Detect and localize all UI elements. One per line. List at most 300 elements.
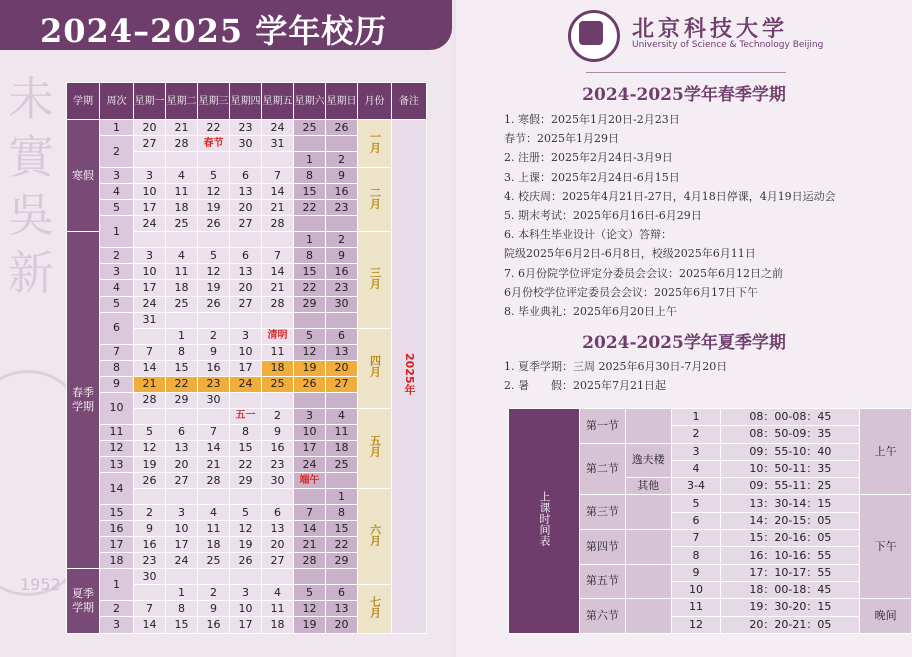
date-cell: 14 bbox=[134, 360, 166, 376]
date-cell bbox=[198, 489, 230, 505]
date-cell: 27 bbox=[134, 136, 166, 152]
holiday-cell: 端午 bbox=[294, 473, 326, 489]
week-number: 9 bbox=[100, 376, 134, 392]
date-cell: 27 bbox=[262, 553, 294, 569]
info-page bbox=[456, 0, 912, 657]
week-number: 3 bbox=[100, 264, 134, 280]
date-cell bbox=[198, 408, 230, 424]
week-number: 1 bbox=[100, 569, 134, 601]
schedule-row bbox=[509, 409, 912, 426]
date-cell: 17 bbox=[166, 537, 198, 553]
page-title: 2024–2025 学年校历 bbox=[40, 12, 388, 50]
date-cell: 12 bbox=[134, 440, 166, 456]
date-cell: 18 bbox=[262, 617, 294, 633]
date-cell: 6 bbox=[230, 248, 262, 264]
date-cell: 21 bbox=[262, 200, 294, 216]
summer-items bbox=[504, 357, 727, 395]
date-cell: 23 bbox=[198, 376, 230, 392]
date-cell: 22 bbox=[294, 200, 326, 216]
month-text: 一月 bbox=[368, 130, 382, 153]
date-cell bbox=[198, 152, 230, 168]
week-number: 13 bbox=[100, 456, 134, 472]
date-cell: 20 bbox=[326, 617, 358, 633]
class-number: 10 bbox=[671, 581, 721, 598]
class-number: 7 bbox=[671, 530, 721, 547]
date-cell bbox=[198, 232, 230, 248]
date-cell: 10 bbox=[134, 184, 166, 200]
date-cell: 11 bbox=[262, 344, 294, 360]
class-time: 09：55-10：40 bbox=[721, 443, 860, 460]
date-cell: 16 bbox=[326, 264, 358, 280]
date-cell: 10 bbox=[166, 521, 198, 537]
week-number: 4 bbox=[100, 280, 134, 296]
university-name-en: University of Science & Technology Beijing bbox=[632, 40, 824, 50]
date-cell: 15 bbox=[326, 521, 358, 537]
date-cell: 15 bbox=[166, 617, 198, 633]
date-cell bbox=[134, 328, 166, 344]
class-schedule-table bbox=[508, 408, 912, 634]
spring-item: 院级2025年6月2日-6月8日，校级2025年6月11日 bbox=[504, 247, 756, 261]
date-cell: 26 bbox=[134, 473, 166, 489]
date-cell bbox=[230, 232, 262, 248]
date-cell: 11 bbox=[262, 601, 294, 617]
class-time: 13：30-14：15 bbox=[721, 495, 860, 512]
date-cell: 24 bbox=[230, 376, 262, 392]
section-name: 第二节 bbox=[580, 443, 626, 495]
date-cell: 28 bbox=[262, 216, 294, 232]
schedule-label-text: 上课时间表 bbox=[538, 491, 551, 547]
calendar-header bbox=[67, 83, 427, 120]
date-cell bbox=[326, 312, 358, 328]
date-cell: 20 bbox=[262, 537, 294, 553]
date-cell: 17 bbox=[134, 200, 166, 216]
period-name: 下午 bbox=[860, 495, 912, 599]
date-cell: 5 bbox=[134, 424, 166, 440]
date-cell: 8 bbox=[294, 248, 326, 264]
date-cell: 1 bbox=[294, 232, 326, 248]
header-wed: 星期三 bbox=[198, 83, 230, 120]
date-cell: 7 bbox=[294, 505, 326, 521]
building-name bbox=[625, 495, 671, 530]
spring-item: 2. 注册：2025年2月24日-3月9日 bbox=[504, 151, 673, 165]
calendar-page bbox=[0, 0, 452, 657]
date-cell: 12 bbox=[198, 264, 230, 280]
date-cell: 20 bbox=[166, 456, 198, 472]
date-cell: 24 bbox=[134, 296, 166, 312]
date-cell: 27 bbox=[230, 296, 262, 312]
month-label bbox=[358, 120, 392, 168]
date-cell bbox=[230, 312, 262, 328]
month-label bbox=[358, 328, 392, 408]
date-cell: 5 bbox=[198, 168, 230, 184]
note-year: 2025年 bbox=[403, 353, 416, 396]
date-cell bbox=[198, 312, 230, 328]
schedule-label bbox=[509, 409, 580, 634]
date-cell bbox=[198, 569, 230, 585]
date-cell: 8 bbox=[230, 424, 262, 440]
date-cell bbox=[294, 569, 326, 585]
date-cell: 17 bbox=[230, 617, 262, 633]
month-label bbox=[358, 168, 392, 232]
class-time: 15：20-16：05 bbox=[721, 530, 860, 547]
date-cell: 20 bbox=[134, 120, 166, 136]
header-mon: 星期一 bbox=[134, 83, 166, 120]
date-cell: 24 bbox=[262, 120, 294, 136]
date-cell: 25 bbox=[166, 216, 198, 232]
date-cell: 7 bbox=[262, 248, 294, 264]
class-time: 10：50-11：35 bbox=[721, 460, 860, 477]
date-cell: 2 bbox=[326, 232, 358, 248]
date-cell: 17 bbox=[134, 280, 166, 296]
header-thu: 星期四 bbox=[230, 83, 262, 120]
date-cell: 23 bbox=[326, 280, 358, 296]
week-number: 11 bbox=[100, 424, 134, 440]
date-cell: 25 bbox=[166, 296, 198, 312]
date-cell: 28 bbox=[294, 553, 326, 569]
date-cell bbox=[262, 312, 294, 328]
date-cell: 25 bbox=[262, 376, 294, 392]
date-cell: 9 bbox=[326, 168, 358, 184]
date-cell: 9 bbox=[262, 424, 294, 440]
date-cell: 5 bbox=[198, 248, 230, 264]
class-time: 09：55-11：25 bbox=[721, 478, 860, 495]
date-cell: 21 bbox=[294, 537, 326, 553]
date-cell bbox=[134, 408, 166, 424]
week-number: 15 bbox=[100, 505, 134, 521]
date-cell: 27 bbox=[326, 376, 358, 392]
date-cell: 4 bbox=[166, 168, 198, 184]
date-cell: 2 bbox=[134, 505, 166, 521]
class-time: 08：00-08：45 bbox=[721, 409, 860, 426]
building-name bbox=[625, 564, 671, 599]
date-cell: 1 bbox=[326, 489, 358, 505]
date-cell: 14 bbox=[262, 264, 294, 280]
date-cell: 28 bbox=[134, 392, 166, 408]
date-cell: 22 bbox=[198, 120, 230, 136]
date-cell: 9 bbox=[198, 344, 230, 360]
date-cell: 7 bbox=[134, 344, 166, 360]
school-calendar-table bbox=[66, 82, 427, 634]
date-cell: 9 bbox=[326, 248, 358, 264]
date-cell bbox=[230, 489, 262, 505]
date-cell: 18 bbox=[166, 280, 198, 296]
header-month: 月份 bbox=[358, 83, 392, 120]
date-cell: 5 bbox=[294, 328, 326, 344]
spring-title: 2024-2025学年春季学期 bbox=[582, 85, 786, 105]
week-number: 10 bbox=[100, 392, 134, 424]
building-name: 逸夫楼 bbox=[625, 443, 671, 478]
date-cell: 2 bbox=[326, 152, 358, 168]
date-cell: 9 bbox=[198, 601, 230, 617]
date-cell: 11 bbox=[326, 424, 358, 440]
class-time: 08：50-09：35 bbox=[721, 426, 860, 443]
date-cell: 29 bbox=[166, 392, 198, 408]
date-cell: 31 bbox=[262, 136, 294, 152]
building-name bbox=[625, 409, 671, 444]
university-logo bbox=[568, 10, 620, 62]
header-term: 学期 bbox=[67, 83, 100, 120]
spring-item: 5. 期末考试：2025年6月16日-6月29日 bbox=[504, 208, 702, 222]
date-cell: 8 bbox=[294, 168, 326, 184]
period-name: 晚间 bbox=[860, 599, 912, 634]
date-cell: 26 bbox=[230, 553, 262, 569]
date-cell: 6 bbox=[326, 585, 358, 601]
date-cell: 14 bbox=[198, 440, 230, 456]
spring-item: 1. 寒假：2025年1月20日-2月23日 bbox=[504, 113, 680, 126]
section-name: 第四节 bbox=[580, 530, 626, 565]
date-cell: 21 bbox=[198, 456, 230, 472]
date-cell: 4 bbox=[326, 408, 358, 424]
date-cell bbox=[326, 392, 358, 408]
class-number: 6 bbox=[671, 512, 721, 529]
class-number: 5 bbox=[671, 495, 721, 512]
week-number: 1 bbox=[100, 216, 134, 248]
week-number: 18 bbox=[100, 553, 134, 569]
date-cell bbox=[326, 216, 358, 232]
date-cell: 23 bbox=[230, 120, 262, 136]
date-cell bbox=[166, 232, 198, 248]
header-note: 备注 bbox=[392, 83, 427, 120]
date-cell: 27 bbox=[230, 216, 262, 232]
date-cell bbox=[294, 312, 326, 328]
date-cell: 12 bbox=[294, 601, 326, 617]
spring-item: 7. 6月份院学位评定分委员会会议：2025年6月12日之前 bbox=[504, 266, 783, 280]
header-fri: 星期五 bbox=[262, 83, 294, 120]
week-number: 12 bbox=[100, 440, 134, 456]
date-cell: 2 bbox=[198, 585, 230, 601]
header-sat: 星期六 bbox=[294, 83, 326, 120]
month-text: 三月 bbox=[368, 266, 382, 289]
building-name bbox=[625, 599, 671, 634]
date-cell: 26 bbox=[294, 376, 326, 392]
date-cell: 5 bbox=[294, 585, 326, 601]
date-cell: 14 bbox=[294, 521, 326, 537]
week-number: 4 bbox=[100, 184, 134, 200]
date-cell bbox=[134, 152, 166, 168]
date-cell: 18 bbox=[326, 440, 358, 456]
date-cell: 26 bbox=[198, 216, 230, 232]
building-name: 其他 bbox=[625, 478, 671, 495]
date-cell: 7 bbox=[262, 168, 294, 184]
date-cell: 24 bbox=[166, 553, 198, 569]
class-time: 16：10-16：55 bbox=[721, 547, 860, 564]
class-time: 20：20-21：05 bbox=[721, 616, 860, 633]
date-cell: 19 bbox=[134, 456, 166, 472]
class-number: 11 bbox=[671, 599, 721, 616]
date-cell: 19 bbox=[198, 200, 230, 216]
summer-item: 2. 暑 假：2025年7月21日起 bbox=[504, 379, 666, 393]
week-number: 3 bbox=[100, 168, 134, 184]
date-cell: 21 bbox=[262, 280, 294, 296]
date-cell: 16 bbox=[134, 537, 166, 553]
date-cell bbox=[134, 489, 166, 505]
date-cell: 20 bbox=[230, 280, 262, 296]
date-cell: 6 bbox=[262, 505, 294, 521]
week-number: 5 bbox=[100, 296, 134, 312]
date-cell: 2 bbox=[198, 328, 230, 344]
date-cell: 17 bbox=[294, 440, 326, 456]
calendar-row bbox=[67, 168, 427, 184]
class-number: 4 bbox=[671, 460, 721, 477]
spring-item: 4. 校庆周：2025年4月21日-27日，4月18日停课，4月19日运动会 bbox=[504, 189, 836, 203]
date-cell: 4 bbox=[198, 505, 230, 521]
building-name bbox=[625, 530, 671, 565]
month-text: 六月 bbox=[368, 523, 382, 546]
holiday-cell: 清明 bbox=[262, 328, 294, 344]
date-cell: 23 bbox=[262, 456, 294, 472]
date-cell: 19 bbox=[198, 280, 230, 296]
date-cell: 1 bbox=[294, 152, 326, 168]
class-number: 3 bbox=[671, 443, 721, 460]
date-cell: 23 bbox=[134, 553, 166, 569]
class-number: 2 bbox=[671, 426, 721, 443]
spring-item: 8. 毕业典礼：2025年6月20日上午 bbox=[504, 304, 677, 318]
header-tue: 星期二 bbox=[166, 83, 198, 120]
date-cell: 12 bbox=[198, 184, 230, 200]
week-number: 5 bbox=[100, 200, 134, 216]
week-number: 8 bbox=[100, 360, 134, 376]
date-cell: 5 bbox=[230, 505, 262, 521]
date-cell: 9 bbox=[134, 521, 166, 537]
date-cell: 28 bbox=[262, 296, 294, 312]
date-cell bbox=[294, 489, 326, 505]
date-cell: 29 bbox=[326, 553, 358, 569]
week-number: 14 bbox=[100, 473, 134, 505]
date-cell: 12 bbox=[294, 344, 326, 360]
date-cell: 19 bbox=[230, 537, 262, 553]
date-cell: 25 bbox=[294, 120, 326, 136]
date-cell: 28 bbox=[198, 473, 230, 489]
date-cell: 29 bbox=[294, 296, 326, 312]
date-cell: 8 bbox=[326, 505, 358, 521]
date-cell bbox=[294, 136, 326, 152]
date-cell: 20 bbox=[326, 360, 358, 376]
date-cell: 16 bbox=[326, 184, 358, 200]
class-time: 18：00-18：45 bbox=[721, 581, 860, 598]
date-cell bbox=[134, 585, 166, 601]
date-cell: 10 bbox=[230, 601, 262, 617]
date-cell: 13 bbox=[230, 264, 262, 280]
section-name: 第一节 bbox=[580, 409, 626, 444]
date-cell bbox=[262, 152, 294, 168]
date-cell: 15 bbox=[294, 184, 326, 200]
date-cell bbox=[262, 489, 294, 505]
date-cell: 16 bbox=[198, 617, 230, 633]
spring-item: 3. 上课：2025年2月24日-6月15日 bbox=[504, 170, 680, 184]
period-name: 上午 bbox=[860, 409, 912, 495]
date-cell: 18 bbox=[198, 537, 230, 553]
summer-title: 2024-2025学年夏季学期 bbox=[582, 333, 786, 353]
date-cell: 13 bbox=[166, 440, 198, 456]
date-cell: 26 bbox=[326, 120, 358, 136]
date-cell: 3 bbox=[230, 328, 262, 344]
term-label: 寒假 bbox=[67, 120, 100, 232]
date-cell: 15 bbox=[166, 360, 198, 376]
spring-item: 春节：2025年1月29日 bbox=[504, 132, 619, 146]
date-cell: 25 bbox=[198, 553, 230, 569]
date-cell: 16 bbox=[198, 360, 230, 376]
date-cell bbox=[230, 152, 262, 168]
date-cell: 10 bbox=[230, 344, 262, 360]
date-cell bbox=[166, 569, 198, 585]
date-cell: 14 bbox=[134, 617, 166, 633]
date-cell: 7 bbox=[134, 601, 166, 617]
week-number: 2 bbox=[100, 248, 134, 264]
date-cell: 3 bbox=[134, 248, 166, 264]
header-week: 周次 bbox=[100, 83, 134, 120]
date-cell: 1 bbox=[166, 585, 198, 601]
seal-watermark: 未 實 吳 新 bbox=[8, 72, 54, 300]
date-cell: 19 bbox=[294, 360, 326, 376]
date-cell: 22 bbox=[230, 456, 262, 472]
date-cell: 3 bbox=[166, 505, 198, 521]
date-cell: 16 bbox=[262, 440, 294, 456]
date-cell bbox=[326, 473, 358, 489]
week-number: 17 bbox=[100, 537, 134, 553]
week-number: 6 bbox=[100, 312, 134, 344]
date-cell: 30 bbox=[198, 392, 230, 408]
date-cell: 3 bbox=[294, 408, 326, 424]
week-number: 3 bbox=[100, 617, 134, 633]
class-number: 12 bbox=[671, 616, 721, 633]
date-cell: 21 bbox=[134, 376, 166, 392]
section-name: 第六节 bbox=[580, 599, 626, 634]
summer-item: 1. 夏季学期：三周 2025年6月30日-7月20日 bbox=[504, 360, 728, 373]
header-sun: 星期日 bbox=[326, 83, 358, 120]
week-number: 2 bbox=[100, 601, 134, 617]
date-cell: 8 bbox=[166, 344, 198, 360]
month-text: 四月 bbox=[368, 355, 382, 378]
date-cell: 4 bbox=[262, 585, 294, 601]
week-number: 16 bbox=[100, 521, 134, 537]
date-cell bbox=[262, 232, 294, 248]
date-cell bbox=[326, 136, 358, 152]
date-cell: 3 bbox=[230, 585, 262, 601]
week-number: 2 bbox=[100, 136, 134, 168]
date-cell: 21 bbox=[166, 120, 198, 136]
month-label bbox=[358, 585, 392, 633]
date-cell: 22 bbox=[294, 280, 326, 296]
class-time: 19：30-20：15 bbox=[721, 599, 860, 616]
date-cell bbox=[166, 312, 198, 328]
date-cell: 18 bbox=[262, 360, 294, 376]
calendar-row bbox=[67, 120, 427, 136]
date-cell: 1 bbox=[166, 328, 198, 344]
date-cell bbox=[262, 569, 294, 585]
date-cell: 15 bbox=[230, 440, 262, 456]
title-banner bbox=[0, 0, 452, 50]
spring-item: 6月份校学位评定委员会会议：2025年6月17日下午 bbox=[504, 285, 758, 299]
spring-items bbox=[504, 110, 836, 321]
date-cell bbox=[294, 216, 326, 232]
date-cell: 18 bbox=[166, 200, 198, 216]
note-column bbox=[392, 120, 427, 634]
date-cell: 17 bbox=[230, 360, 262, 376]
date-cell: 13 bbox=[230, 184, 262, 200]
date-cell: 30 bbox=[326, 296, 358, 312]
date-cell: 2 bbox=[262, 408, 294, 424]
date-cell: 6 bbox=[326, 328, 358, 344]
date-cell: 11 bbox=[198, 521, 230, 537]
date-cell: 22 bbox=[326, 537, 358, 553]
date-cell: 24 bbox=[294, 456, 326, 472]
watermark-year: 1952 bbox=[20, 575, 61, 594]
date-cell bbox=[230, 392, 262, 408]
date-cell: 15 bbox=[294, 264, 326, 280]
date-cell: 13 bbox=[326, 344, 358, 360]
date-cell bbox=[166, 408, 198, 424]
date-cell: 30 bbox=[262, 473, 294, 489]
